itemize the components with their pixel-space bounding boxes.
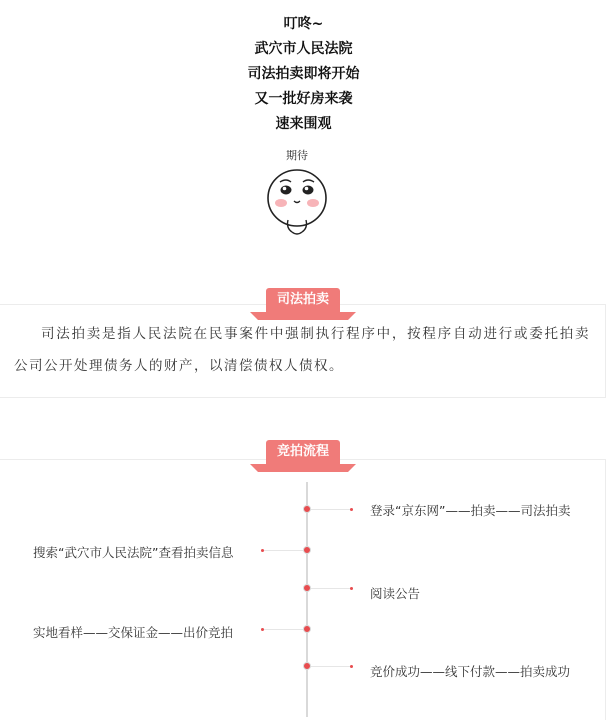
timeline-line: [306, 482, 308, 717]
timeline-node: [303, 546, 311, 554]
process-step: 阅读公告: [370, 586, 421, 601]
intro-line: 司法拍卖即将开始: [247, 66, 360, 82]
section-title-auction: 司法拍卖: [266, 288, 340, 312]
mascot-caption: 期待: [286, 149, 308, 162]
intro-line: 速来围观: [275, 116, 332, 132]
timeline-node: [303, 505, 311, 513]
mascot-face-icon: [262, 146, 332, 244]
intro-line: 又一批好房来袭: [254, 91, 353, 107]
intro-line: 武穴市人民法院: [254, 41, 353, 57]
timeline-connector-dot: [350, 587, 353, 590]
definition-text: 司法拍卖是指人民法院在民事案件中强制执行程序中，按程序自动进行或委托拍卖公司公开处理债务人的财产，以清偿债权人债权。: [14, 326, 590, 374]
timeline-connector-dot: [261, 549, 264, 552]
timeline-connector-dot: [350, 665, 353, 668]
timeline-connector: [310, 666, 352, 667]
mascot-sticker: [262, 146, 332, 244]
timeline-node: [303, 662, 311, 670]
timeline-connector-dot: [261, 628, 264, 631]
timeline-node: [303, 584, 311, 592]
timeline-node: [303, 625, 311, 633]
section-title-process: 竞拍流程: [266, 440, 340, 464]
timeline-connector: [310, 509, 352, 510]
timeline-connector-dot: [350, 508, 353, 511]
timeline-connector: [262, 550, 304, 551]
intro-line: 叮咚~: [283, 16, 324, 32]
process-step: 搜索“武穴市人民法院”查看拍卖信息: [33, 545, 234, 560]
process-step: 竞价成功——线下付款——拍卖成功: [370, 664, 571, 679]
intro-announcement: [0, 12, 607, 137]
process-step: 登录“京东网”——拍卖——司法拍卖: [370, 503, 571, 518]
timeline-connector: [310, 588, 352, 589]
timeline-connector: [262, 629, 304, 630]
process-step: 实地看样——交保证金——出价竞拍: [33, 625, 234, 640]
